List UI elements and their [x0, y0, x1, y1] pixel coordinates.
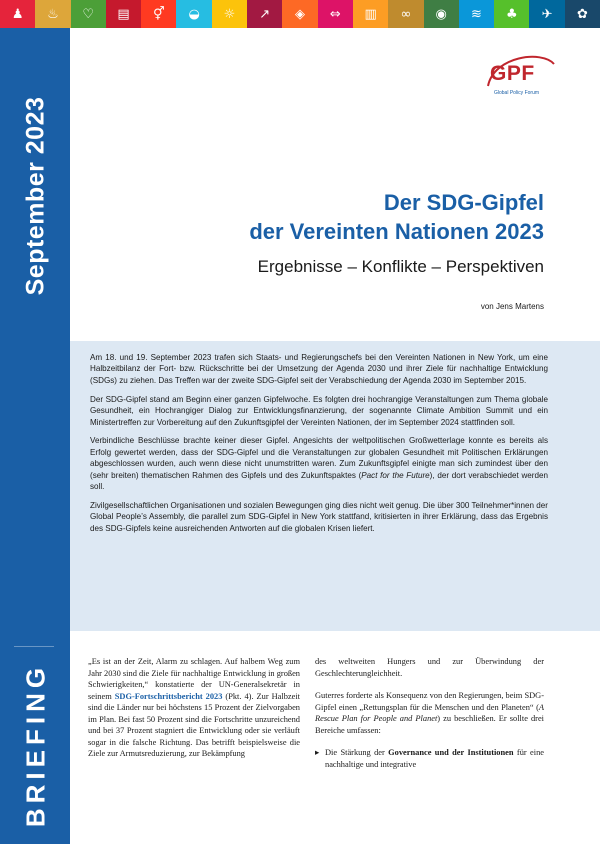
body-paragraph: [315, 690, 544, 736]
body-emphasis: A Rescue Plan for People and Planet: [315, 702, 544, 723]
sidebar: [0, 28, 70, 844]
logo-tagline: Global Policy Forum: [494, 90, 540, 96]
work-icon: ↗: [247, 0, 282, 28]
summary-paragraph: Der SDG-Gipfel stand am Beginn einer ganzen Gipfelwoche. Es folgten drei hochrangige Veranstaltungen zum Thema globale Gesundheit, ein Hochrangiger Dialog zur Entwicklungsfinanzierung, der sogenannte Climate Ambition Summit und ein Ministertreffen zur Vorbereitung auf den Zukunftsgipfel der Vereinten Nationen, der im September 2024 stattfinden soll.: [90, 394, 548, 427]
summary-box: [70, 341, 600, 631]
poverty-icon: ♟: [0, 0, 35, 28]
summary-paragraph: Am 18. und 19. September 2023 trafen sich Staats- und Regierungschefs bei den Vereinten Nationen in New York, um eine Halbzeitbilanz der Fort- bzw. Rückschritte bei der Umsetzung der Agenda 2030 und ihrer Ziele für nachhaltige Entwicklung (SDGs) zu ziehen. Das Treffen war der zweite SDG-Gipfel seit der Verabschiedung der Agenda 2030 im September 2015.: [90, 353, 548, 385]
summary-paragraph: Zivilgesellschaftlichen Organisationen und sozialen Bewegungen ging dies nicht weit genug. Die über 300 Teilnehmer*innen der Global People’s Assembly, die parallel zum SDG-Gipfel in New York stattfand, kritisierten in ihrer Erklärung, dass das Ergebnis des SDG-Gipfels keine ausreichenden Antworten auf die globalen Krisen liefert.: [90, 500, 548, 533]
health-icon: ♡: [71, 0, 106, 28]
body-paragraph: [88, 656, 300, 760]
ocean-icon: ≋: [459, 0, 494, 28]
land-icon: ♣: [494, 0, 529, 28]
hunger-icon: ♨: [35, 0, 70, 28]
inequality-icon: ⇔: [318, 0, 353, 28]
industry-icon: ◈: [282, 0, 317, 28]
body-text: ) zu beschließen. Er sollte drei Bereiche umfassen:: [315, 714, 544, 735]
page-title-line-2: der Vereinten Nationen 2023: [249, 219, 544, 244]
body-text: (Pkt. 4). Zur Halbzeit sind die Länder nur bei höchstens 15 Prozent der Zielvorgaben im Plan. Bei fast 50 Prozent sind die Fortschritte unzureichend und bei 37 Prozent stagniert die Entwicklung oder sie verläuft sogar in die falsche Richtung. Das betrifft beispielsweise die Ziele zur Armutsreduzierung, zur Bekämpfung: [88, 691, 300, 758]
summary-text: ), der dort verabschiedet werden soll.: [90, 470, 548, 492]
logo-wordmark: GPF: [490, 62, 535, 85]
body-paragraph: des weltweiten Hungers und zur Überwindung der Geschlechterungleichheit.: [315, 657, 544, 678]
page-subtitle: Ergebnisse – Konflikte – Perspektiven: [257, 257, 544, 276]
author-byline: von Jens Martens: [480, 302, 544, 311]
document-type-label: BRIEFING: [20, 662, 51, 828]
sidebar-divider: [14, 646, 54, 647]
list-item: [315, 747, 544, 770]
summary-paragraph: [90, 435, 548, 492]
body-text: Die Stärkung der: [325, 748, 389, 757]
cities-icon: ▥: [353, 0, 388, 28]
publication-date: September 2023: [21, 96, 50, 296]
list-item-text: [325, 747, 544, 770]
report-link[interactable]: SDG-Fortschrittsbericht 2023: [114, 691, 223, 701]
body-text: für eine nachhaltige und integrative: [325, 748, 544, 769]
body-text: Guterres forderte als Konsequenz von den Regierungen, beim SDG-Gipfel einen „Rettungsplan für die Menschen und den Planeten“ (: [315, 691, 544, 712]
education-icon: ▤: [106, 0, 141, 28]
summary-text: Verbindliche Beschlüsse brachte keiner dieser Gipfel. Angesichts der weltpolitischen Großwetterlage konnte es bereits als Erfolg gewertet werden, dass der SDG-Gipfel und die Veranstaltungen zur globalen Gesundheit mit Politischen Erklärungen abgeschlossen wurden, auch wenn diese nicht unumstritten waren. Zum Zukunftsgipfel einigte man sich zumindest über den (sehr breiten) thematischen Rahmen des Gipfels und des Zukunftspaktes (: [90, 436, 548, 480]
consumption-icon: ∞: [388, 0, 423, 28]
climate-icon: ◉: [424, 0, 459, 28]
gender-icon: ⚥: [141, 0, 176, 28]
page-title-line-1: Der SDG-Gipfel: [383, 190, 544, 215]
summary-emphasis: Pact for the Future: [361, 470, 430, 480]
energy-icon: ☼: [212, 0, 247, 28]
bullet-icon: ▸: [315, 748, 320, 757]
body-text: „Es ist an der Zeit, Alarm zu schlagen. Auf halbem Weg zum Jahr 2030 sind die Ziele für nachhaltige Entwicklung in großen Schwierigkeiten,“ konstatierte der UN-Generalsekretär in seinem: [88, 657, 300, 701]
water-icon: ◒: [176, 0, 211, 28]
body-column-right: [315, 656, 544, 770]
peace-icon: ✈: [529, 0, 564, 28]
body-column-left: [88, 656, 300, 771]
sdg-goal-strip: [0, 0, 600, 28]
gpf-logo: [484, 50, 558, 112]
body-strong: Governance und der Institutionen: [388, 748, 514, 757]
partnership-icon: ✿: [565, 0, 600, 28]
